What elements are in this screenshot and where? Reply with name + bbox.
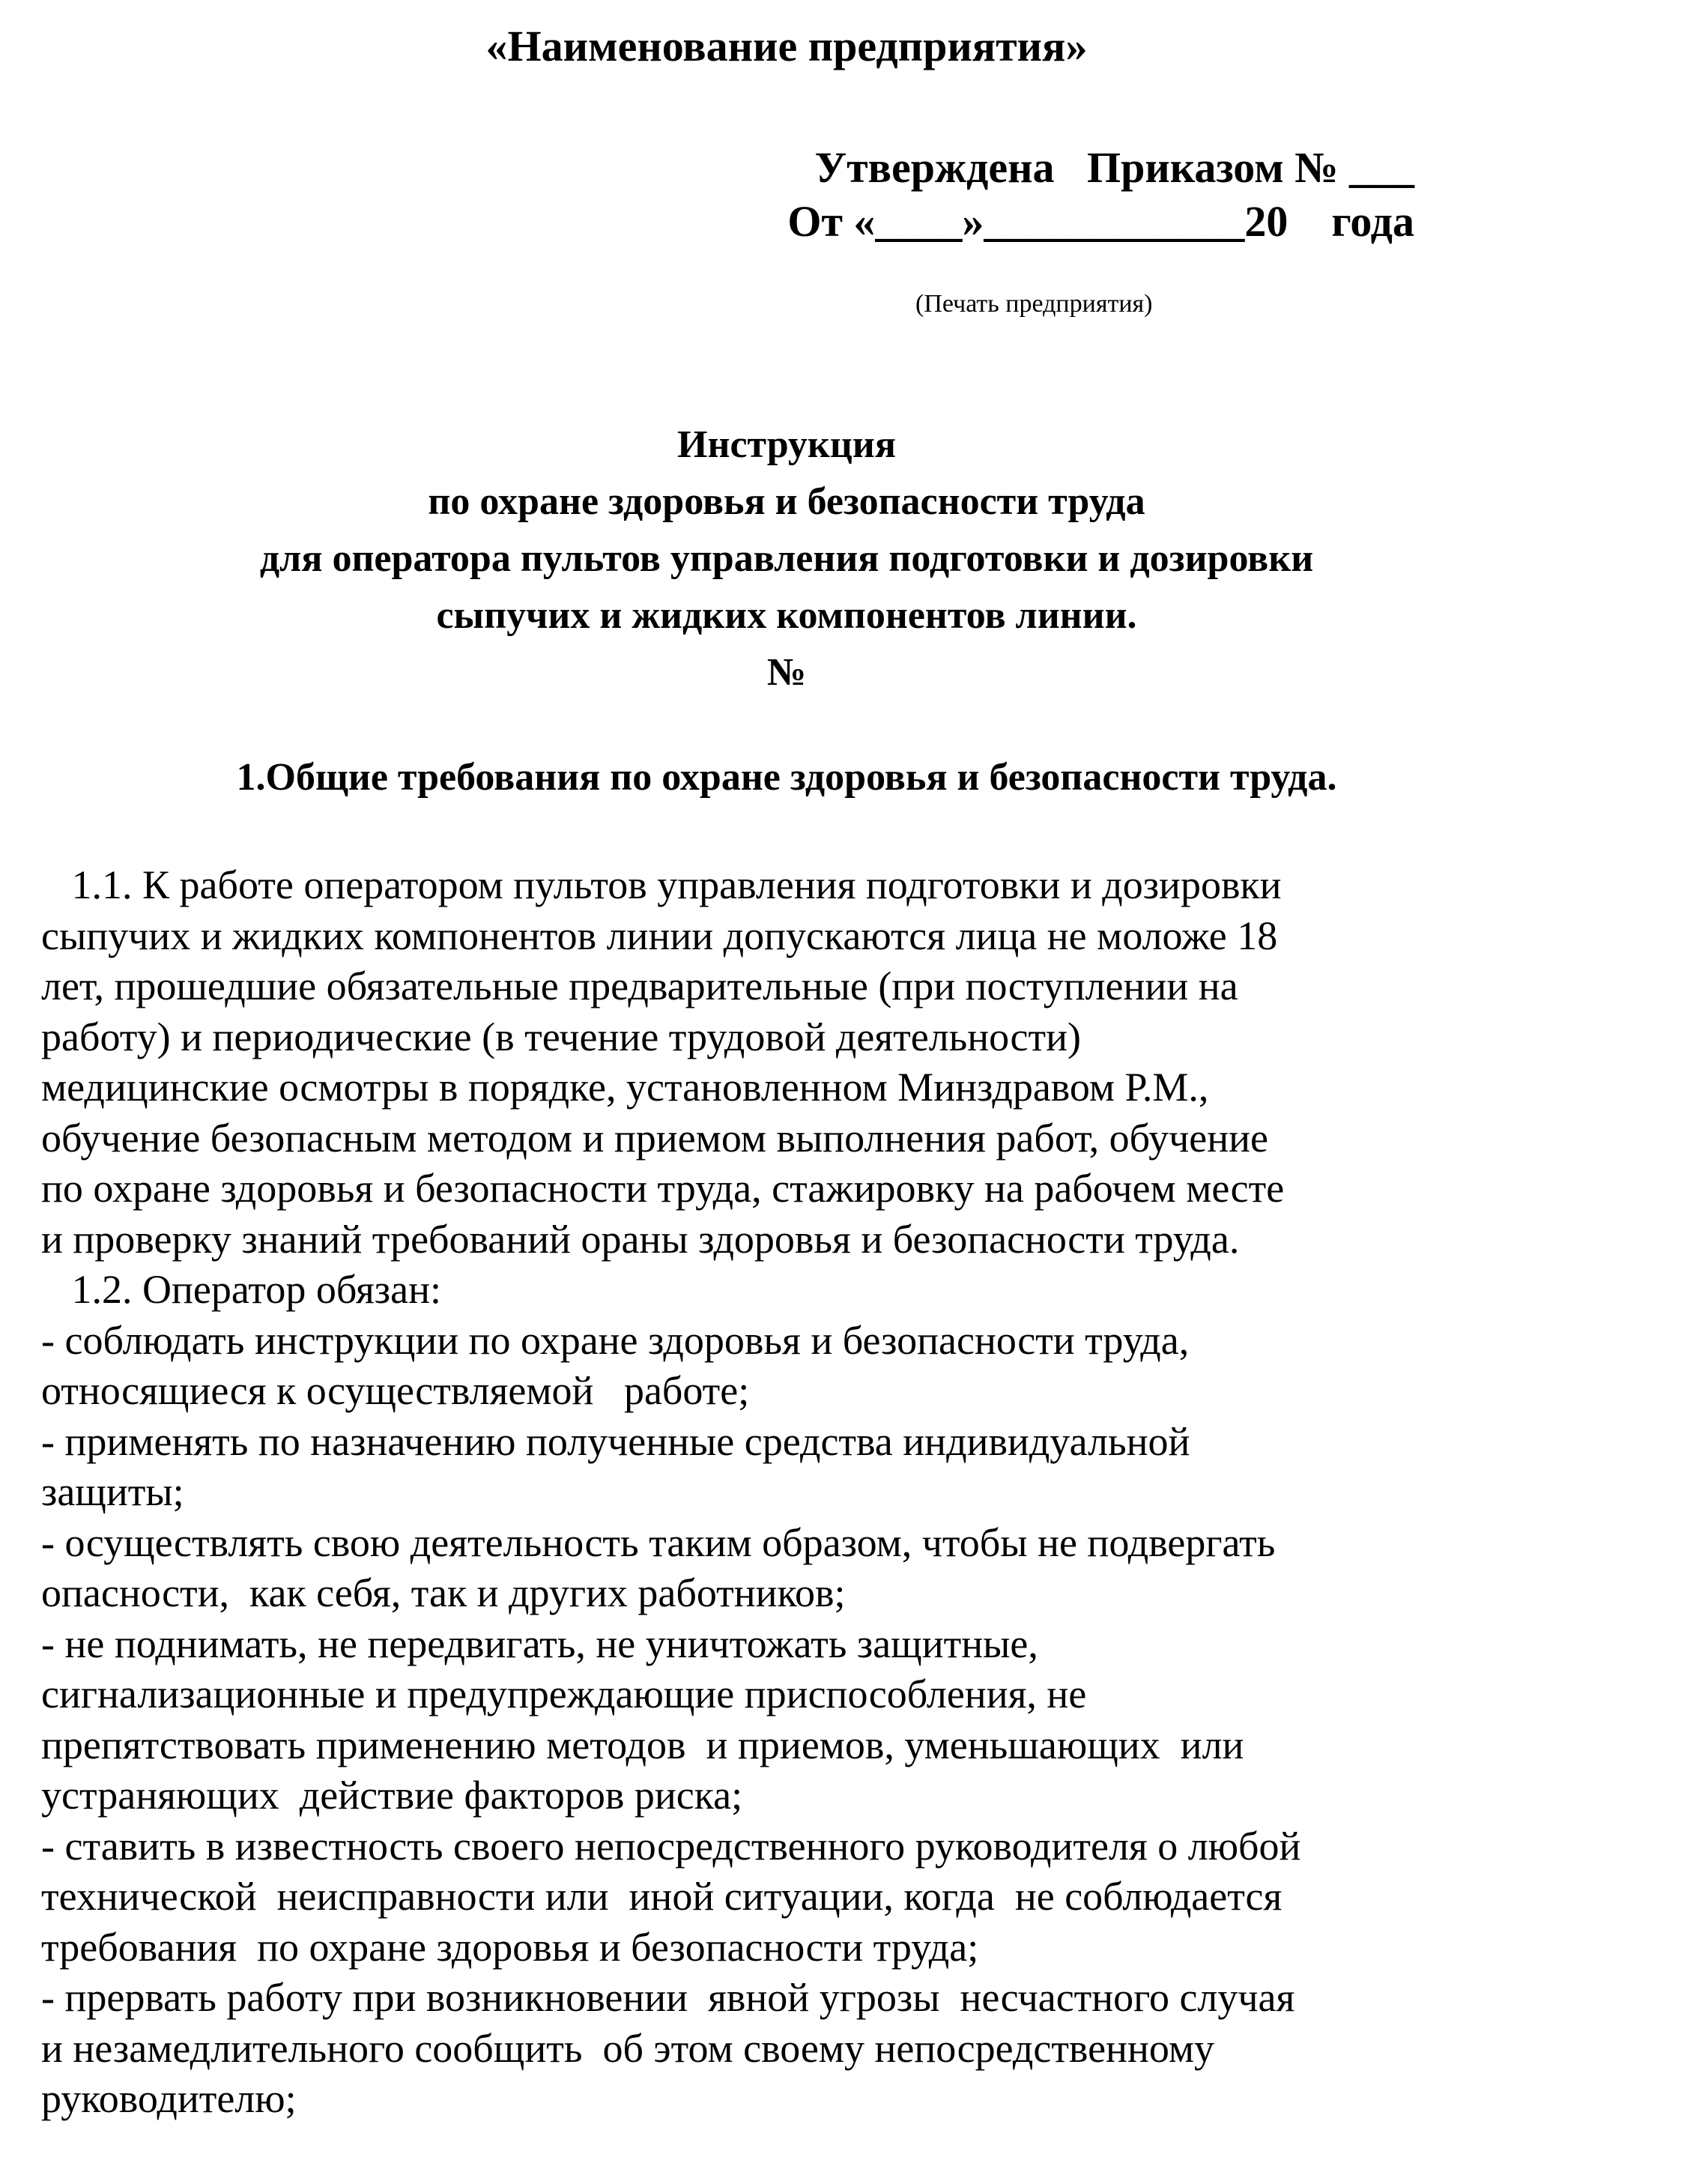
body-line: устраняющих действие факторов риска; (41, 1773, 743, 1818)
body-line: обучение безопасным методом и приемом выполнения работ, обучение (41, 1115, 1268, 1161)
body-line: - осуществлять свою деятельность таким образом, чтобы не подвергать (41, 1519, 1276, 1565)
title-line: сыпучих и жидких компонентов линии. (436, 594, 1137, 637)
approval-block (787, 141, 1414, 249)
title-number: № (766, 651, 807, 694)
body-line: относящиеся к осуществляемой работе; (41, 1368, 750, 1413)
body-line: медицинские осмотры в порядке, установленном Минздравом Р.М., (41, 1065, 1209, 1110)
title-line: по охране здоровья и безопасности труда (428, 480, 1145, 523)
body-line: сыпучих и жидких компонентов линии допускаются лица не моложе 18 (41, 913, 1278, 958)
body-line: - ставить в известность своего непосредственного руководителя о любой (41, 1823, 1301, 1869)
body-line: - соблюдать инструкции по охране здоровья и безопасности труда, (41, 1317, 1190, 1363)
section-heading: 1.Общие требования по охране здоровья и безопасности труда. (236, 756, 1337, 799)
seal-note: (Печать предприятия) (915, 290, 1153, 318)
body-line: препятствовать применению методов и приемов, уменьшающих или (41, 1722, 1244, 1767)
title-line: для оператора пультов управления подготовки и дозировки (259, 537, 1314, 580)
body-line: лет, прошедшие обязательные предварительные (при поступлении на (41, 963, 1238, 1008)
body-line: - прервать работу при возникновении явной угрозы несчастного случая (41, 1975, 1295, 2020)
body-line: сигнализационные и предупреждающие приспособления, не (41, 1672, 1087, 1716)
body-line: технической неисправности или иной ситуации, когда не соблюдается (41, 1874, 1282, 1919)
body-line: защиты; (41, 1469, 184, 1514)
approval-date-line: От «____»____________20 года (787, 197, 1414, 246)
body-line: - применять по назначению полученные средства индивидуальной (41, 1418, 1190, 1464)
company-name: «Наименование предприятия» (485, 22, 1088, 70)
section-body (41, 860, 1584, 2125)
title-line: Инструкция (677, 423, 896, 466)
body-line: 1.2. Оператор обязан: (41, 1267, 441, 1312)
body-line: работу) и периодические (в течение трудовой деятельности) (41, 1014, 1081, 1059)
body-line: 1.1. К работе оператором пультов управления подготовки и дозировки (41, 862, 1282, 907)
body-line: по охране здоровья и безопасности труда, стажировку на рабочем месте (41, 1166, 1285, 1211)
body-line: руководителю; (41, 2076, 297, 2121)
body-line: опасности, как себя, так и других работников; (41, 1570, 846, 1615)
approval-order-line: Утверждена Приказом № ___ (814, 143, 1414, 192)
body-line: требования по охране здоровья и безопасности труда; (41, 1924, 979, 1970)
body-line: - не поднимать, не передвигать, не уничтожать защитные, (41, 1621, 1038, 1666)
body-line: и проверку знаний требований ораны здоровья и безопасности труда. (41, 1216, 1240, 1262)
body-line: и незамедлительного сообщить об этом своему непосредственному (41, 2025, 1214, 2071)
document-title (0, 417, 1573, 701)
